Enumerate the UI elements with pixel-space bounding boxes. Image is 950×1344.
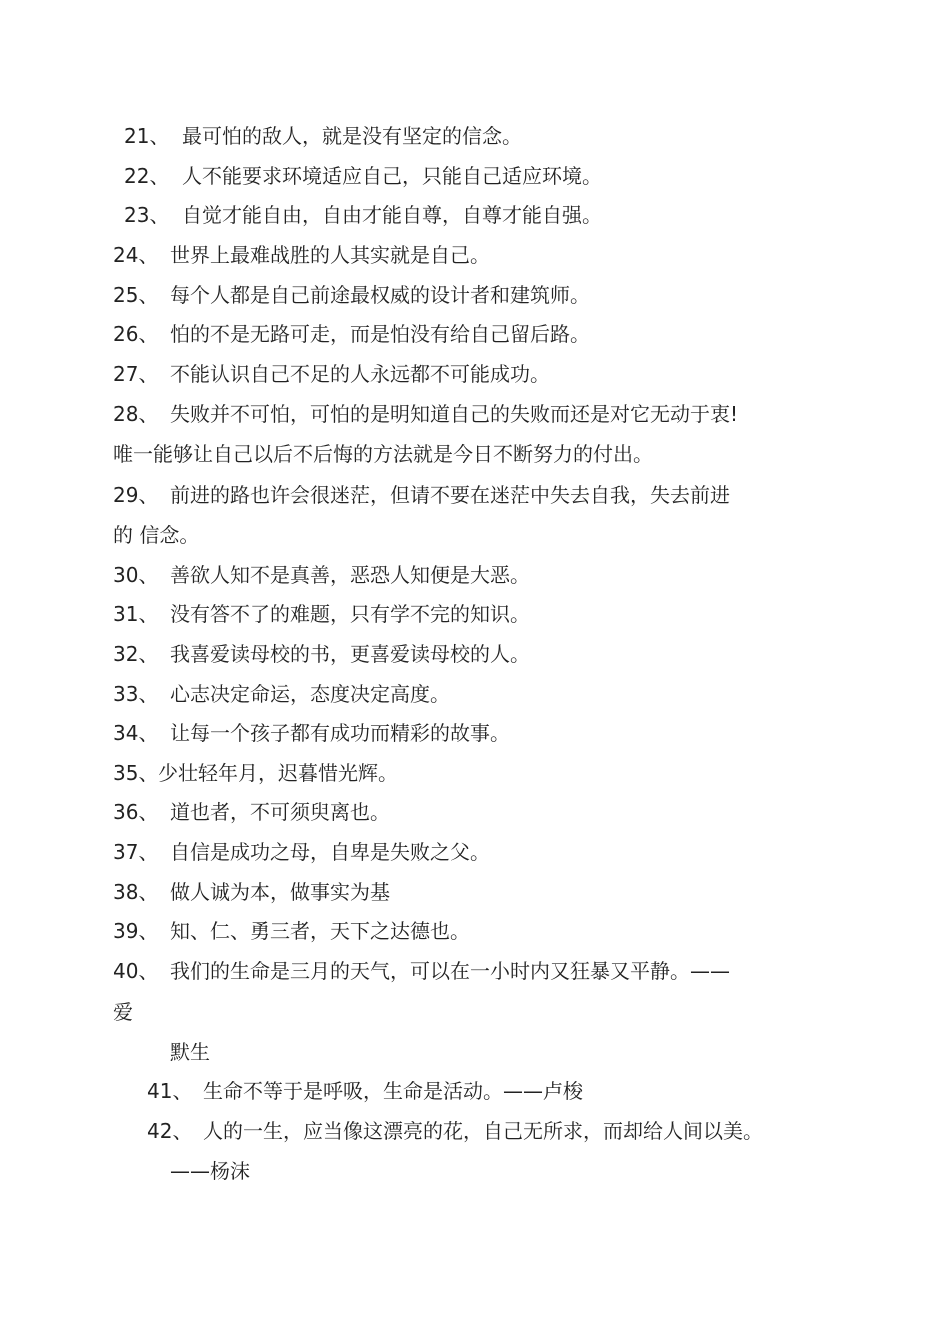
quote-text: 让每一个孩子都有成功而精彩的故事。 [170, 721, 510, 745]
quote-text: 世界上最难战胜的人其实就是自己。 [170, 243, 490, 267]
quote-line [113, 561, 530, 589]
quote-text: 生命不等于是呼吸，生命是活动。——卢梭 [203, 1079, 583, 1103]
quote-text: 少壮轻年月，迟暮惜光辉。 [158, 761, 398, 785]
item-number: 30、 [113, 563, 159, 587]
item-number: 24、 [113, 243, 159, 267]
quote-line-continuation [170, 1038, 210, 1066]
quote-text: 自信是成功之母，自卑是失败之父。 [170, 840, 490, 864]
quote-line [113, 640, 530, 668]
quote-text: 没有答不了的难题，只有学不完的知识。 [170, 602, 530, 626]
item-number: 28、 [113, 402, 159, 426]
quote-text: 不能认识自己不足的人永远都不可能成功。 [170, 362, 550, 386]
quote-text: ——杨沫 [170, 1159, 250, 1183]
quote-line [113, 838, 490, 866]
quote-line-continuation [113, 998, 133, 1026]
quote-text: 前进的路也许会很迷茫，但请不要在迷茫中失去自我，失去前进 [170, 483, 730, 507]
quote-line [124, 201, 602, 229]
item-number: 37、 [113, 840, 159, 864]
quote-text: 心志决定命运，态度决定高度。 [170, 682, 450, 706]
item-number: 39、 [113, 919, 159, 943]
quote-line [113, 719, 510, 747]
quote-text: 默生 [170, 1040, 210, 1064]
item-number: 34、 [113, 721, 159, 745]
quote-line [113, 320, 590, 348]
quote-line [113, 878, 390, 906]
quote-line [113, 360, 550, 388]
quote-text: 我们的生命是三月的天气，可以在一小时内又狂暴又平静。—— [170, 959, 730, 983]
item-number: 27、 [113, 362, 159, 386]
item-number: 42、 [147, 1119, 193, 1143]
item-number: 31、 [113, 602, 159, 626]
quote-text: 人的一生，应当像这漂亮的花，自己无所求，而却给人间以美。 [203, 1119, 763, 1143]
item-number: 41、 [147, 1079, 193, 1103]
item-number: 36、 [113, 800, 159, 824]
quote-line [113, 798, 390, 826]
quote-line [113, 917, 470, 945]
quote-text: 道也者，不可须臾离也。 [170, 800, 390, 824]
quote-line [147, 1117, 763, 1145]
item-number: 25、 [113, 283, 159, 307]
quote-line [147, 1077, 583, 1105]
quote-text: 失败并不可怕，可怕的是明知道自己的失败而还是对它无动于衷! [170, 402, 739, 426]
quote-text: 我喜爱读母校的书，更喜爱读母校的人。 [170, 642, 530, 666]
quote-text: 唯一能够让自己以后不后悔的方法就是今日不断努力的付出。 [113, 442, 653, 466]
quote-text: 的 信念。 [113, 523, 200, 547]
quote-text: 知、仁、勇三者，天下之达德也。 [170, 919, 470, 943]
quote-text: 做人诚为本，做事实为基 [170, 880, 390, 904]
quote-text: 怕的不是无路可走，而是怕没有给自己留后路。 [170, 322, 590, 346]
quote-line [113, 241, 490, 269]
quote-line [113, 281, 590, 309]
quote-text: 自觉才能自由，自由才能自尊，自尊才能自强。 [182, 203, 602, 227]
quote-line [124, 162, 602, 190]
quote-text: 爱 [113, 1000, 133, 1024]
quote-line [113, 400, 738, 428]
quote-line-continuation [170, 1157, 250, 1185]
quote-text: 人不能要求环境适应自己，只能自己适应环境。 [182, 164, 602, 188]
item-number: 32、 [113, 642, 159, 666]
quote-line [113, 957, 730, 985]
quote-line [113, 600, 530, 628]
quote-text: 每个人都是自己前途最权威的设计者和建筑师。 [170, 283, 590, 307]
item-number: 29、 [113, 483, 159, 507]
item-number: 40、 [113, 959, 159, 983]
item-number: 22、 [124, 164, 170, 188]
quote-line [113, 680, 450, 708]
item-number: 26、 [113, 322, 159, 346]
quote-line [113, 759, 398, 787]
item-number: 21、 [124, 124, 170, 148]
item-number: 23、 [124, 203, 170, 227]
quote-line-continuation [113, 440, 653, 468]
item-number: 38、 [113, 880, 159, 904]
quote-text: 最可怕的敌人，就是没有坚定的信念。 [182, 124, 522, 148]
quote-line [113, 481, 730, 509]
quote-text: 善欲人知不是真善，恶恐人知便是大恶。 [170, 563, 530, 587]
quote-line-continuation [113, 521, 199, 549]
item-number: 33、 [113, 682, 159, 706]
quote-line [124, 122, 522, 150]
item-number: 35、 [113, 761, 159, 785]
